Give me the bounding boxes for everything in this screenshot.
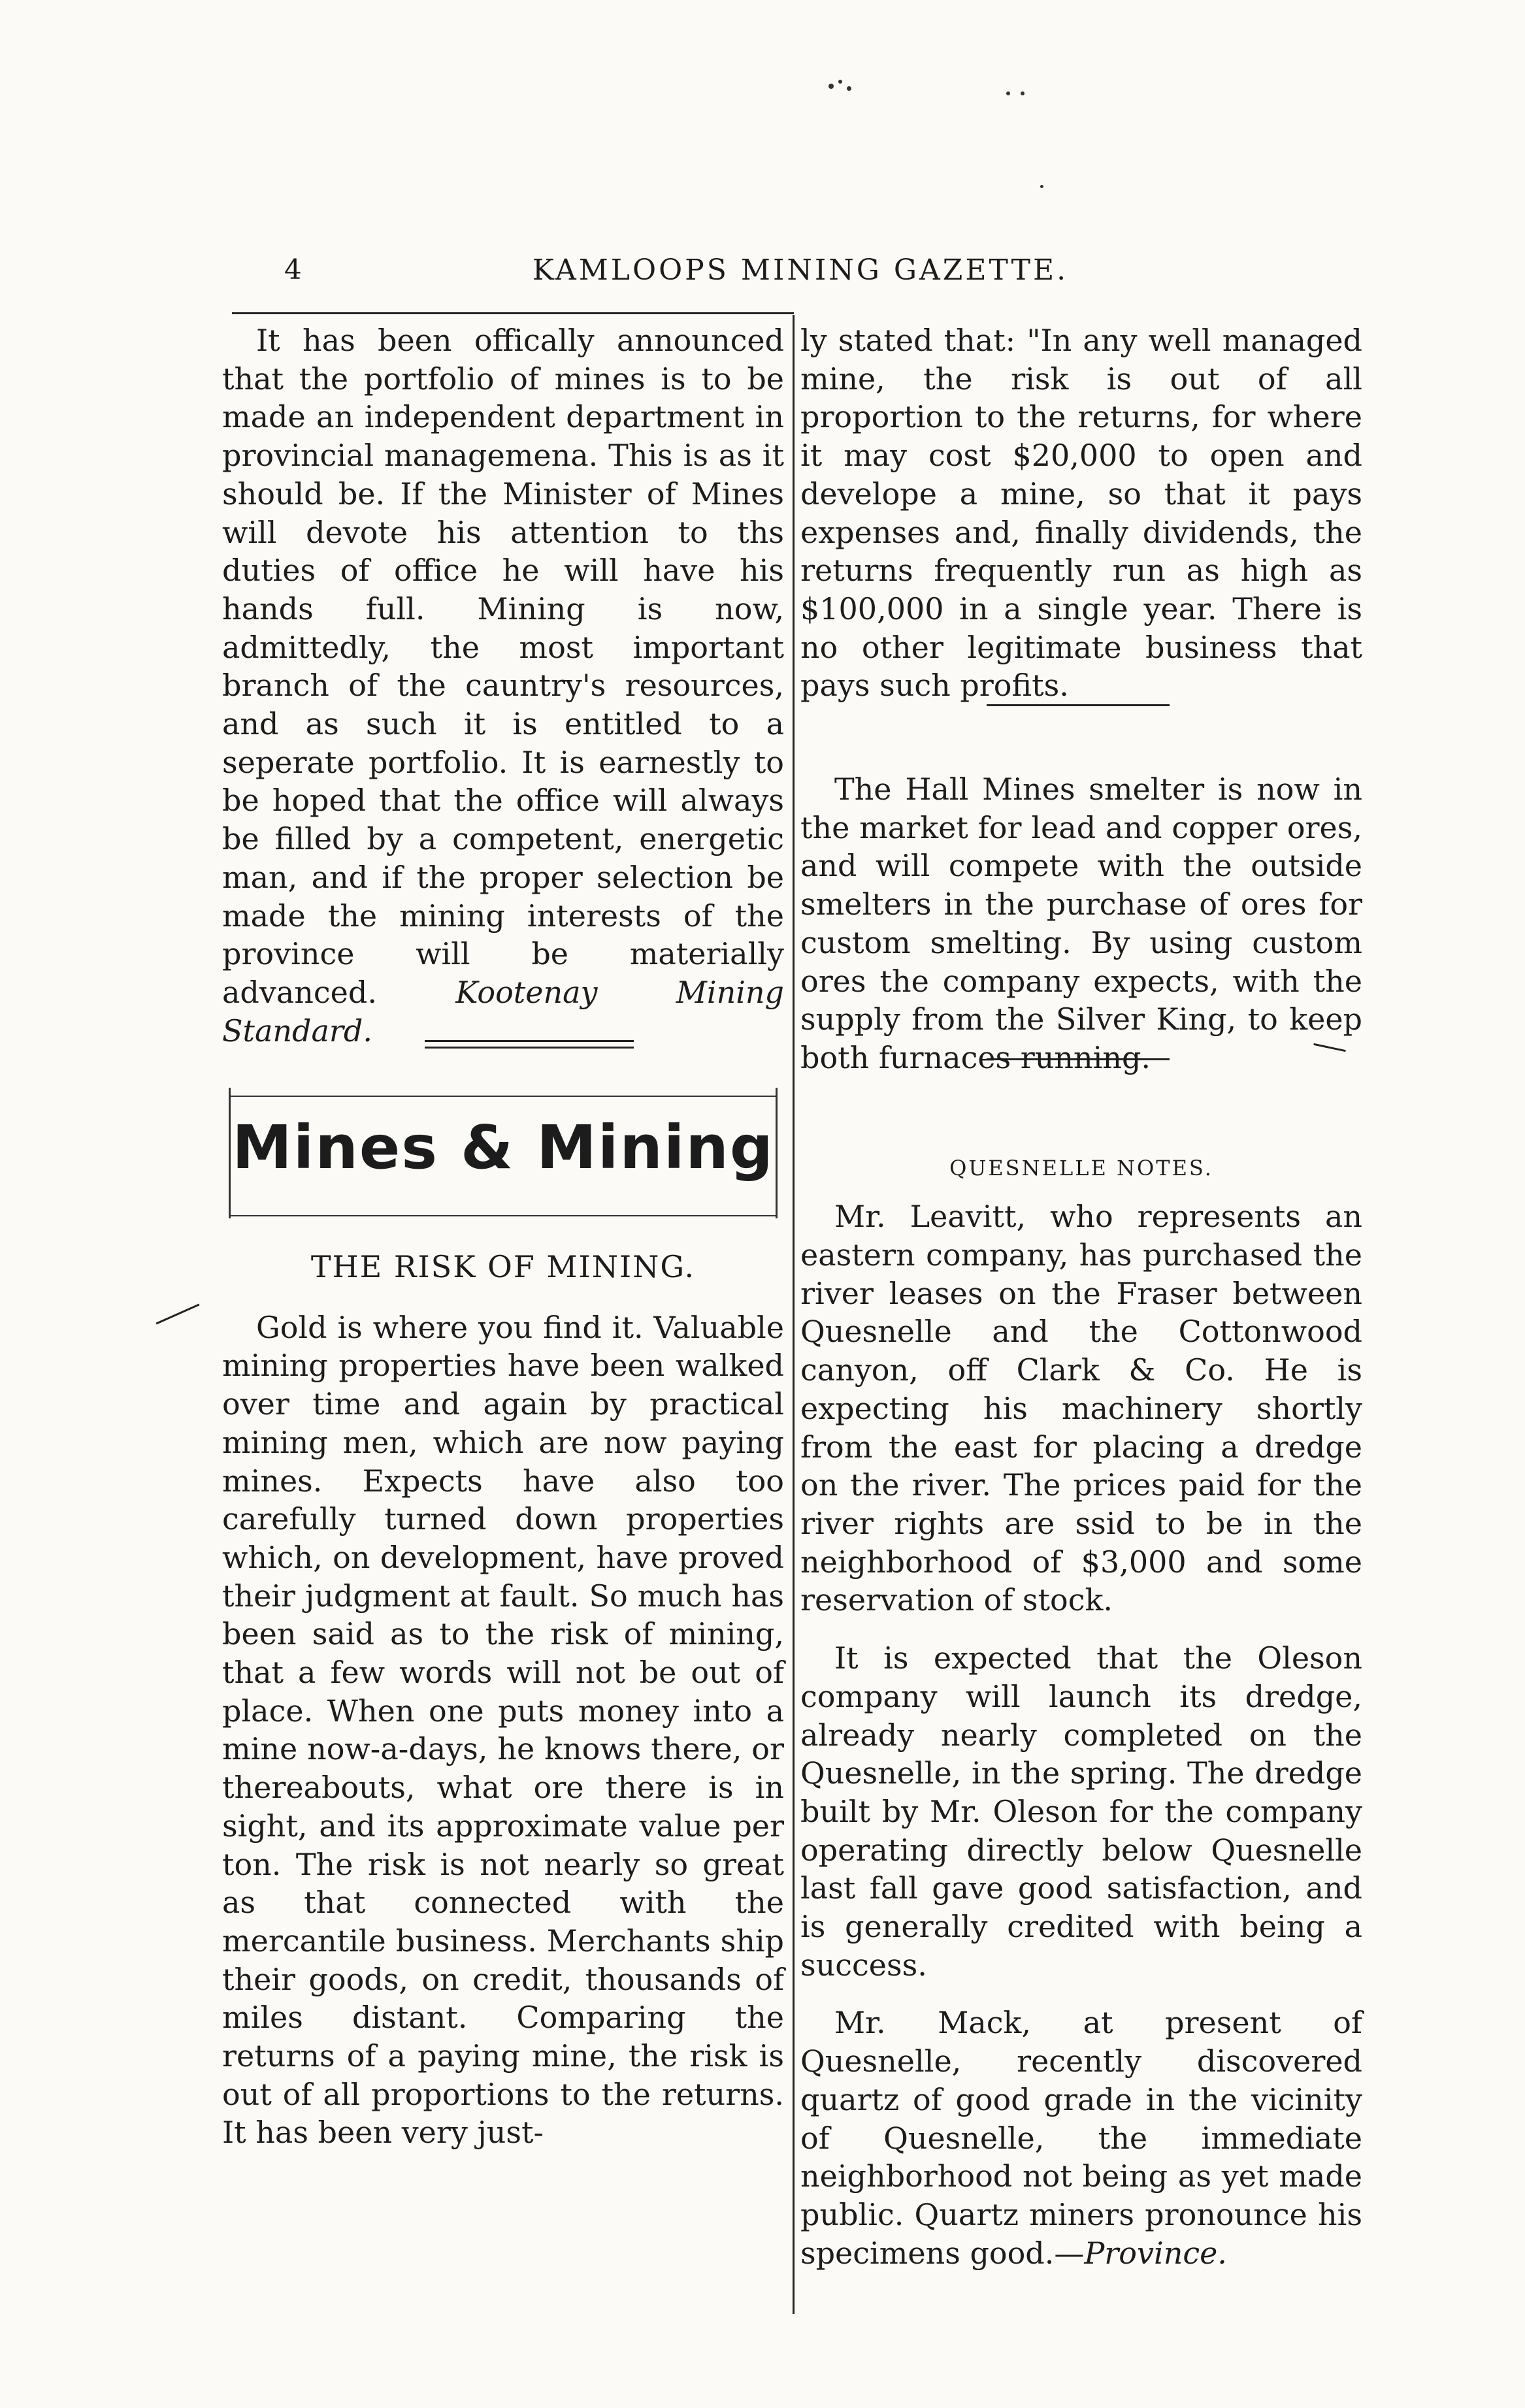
ornamental-vine-top [229, 1089, 778, 1103]
article-paragraph: Gold is where you find it. Valuable mining properties have been walked over time and again by practical mining men, which are now paying mines. Expects have also too carefully turned down properties which, on development, have proved their judgment at fault. So much has been said as to the risk of mining, that a few words will not be out of place. When one puts money into a mine now-a-days, he knows there, or thereabouts, what ore there is in sight, and its approximate value per ton. The risk is not nearly so great as that connected with the mercantile business. Merchants ship their goods, on credit, thousands of miles distant. Comparing the returns of a paying mine, the risk is out of all proportions to the returns. It has been very just- [222, 1309, 784, 2151]
hall-mines-paragraph: The Hall Mines smelter is now in the market for lead and copper ores, and will compete with the outside smelters in the purchase of ores for custom smelting. By using custom ores the company expects, with the supply from the Silver King, to keep both furnaces running. [800, 772, 1362, 1075]
masthead [265, 253, 1336, 299]
risk-of-mining-article [222, 1248, 784, 2152]
right-column [800, 321, 1362, 2272]
ink-speck [1040, 185, 1043, 188]
quesnelle-notes-heading: QUESNELLE NOTES. [949, 1155, 1213, 1180]
page-number: 4 [284, 253, 302, 285]
article-heading: THE RISK OF MINING. [310, 1249, 696, 1284]
editorial-source: Kootenay Mining Standard. [222, 974, 785, 1049]
editorial-paragraph: It has been offically announced that the portfolio of mines is to be made an independent department in provincial managemena. This is as it should be. If the Minister of Mines will devote his attention to ths duties of office he will have his hands full. Mining is now, admittedly, the most important branch of the cauntry's resources, and as such it is entitled to a seperate portfolio. It is earnestly to be hoped that the office will always be filled by a competent, energetic man, and if the proper selection be made the mining interests of the province will be materially advanced. Kootenay Mining Standard. [222, 323, 785, 1049]
quesnelle-paragraph: Mr. Leavitt, who represents an eastern company, has purchased the river leases on the Fraser between Quesnelle and the Cottonwood canyon, off Clark & Co. He is expecting his machinery shortly from the east for placing a dredge on the river. The prices paid for the river rights are ssid to be in the neighborhood of $3,000 and some reservation of stock. [800, 1199, 1362, 1618]
paper-title: KAMLOOPS MINING GAZETTE. [532, 253, 1069, 287]
article-continued: ly stated that: "In any well managed mine, the risk is out of all proportion to the returns, for where it may cost $20,000 to open and develope a mine, so that it pays expenses and, finally dividends, the returns frequently run as high as $100,000 in a single year. There is no other legitimate business that pays such profits. [800, 323, 1362, 704]
ink-speck [838, 80, 842, 84]
ornamental-vine-bottom [229, 1209, 778, 1223]
header-rule [232, 312, 794, 314]
quesnelle-paragraph: It is expected that the Oleson company will launch its dredge, already nearly completed on the Quesnelle, in the spring. The dredge built by Mr. Oleson for the company operating directly below Quesnelle last fall gave good satisfaction, and is generally credited with being a success. [800, 1640, 1362, 1983]
editorial-block [222, 321, 784, 1050]
ink-speck [828, 84, 834, 89]
column-divider [793, 315, 795, 2314]
pen-mark [156, 1303, 200, 1324]
banner-title: Mines & Mining [232, 1113, 774, 1182]
ink-speck [847, 86, 851, 91]
notes-source: Province. [1084, 2235, 1227, 2271]
quesnelle-paragraph: Mr. Mack, at present of Quesnelle, recently discovered quartz of good grade in the vicinity of Quesnelle, the immediate neighborhood not being as yet made public. Quartz miners pronounce his specimens good.—Province. [800, 2005, 1362, 2271]
ink-speck [1006, 91, 1010, 95]
mines-and-mining-banner [222, 1075, 784, 1231]
ink-speck [1021, 91, 1025, 95]
